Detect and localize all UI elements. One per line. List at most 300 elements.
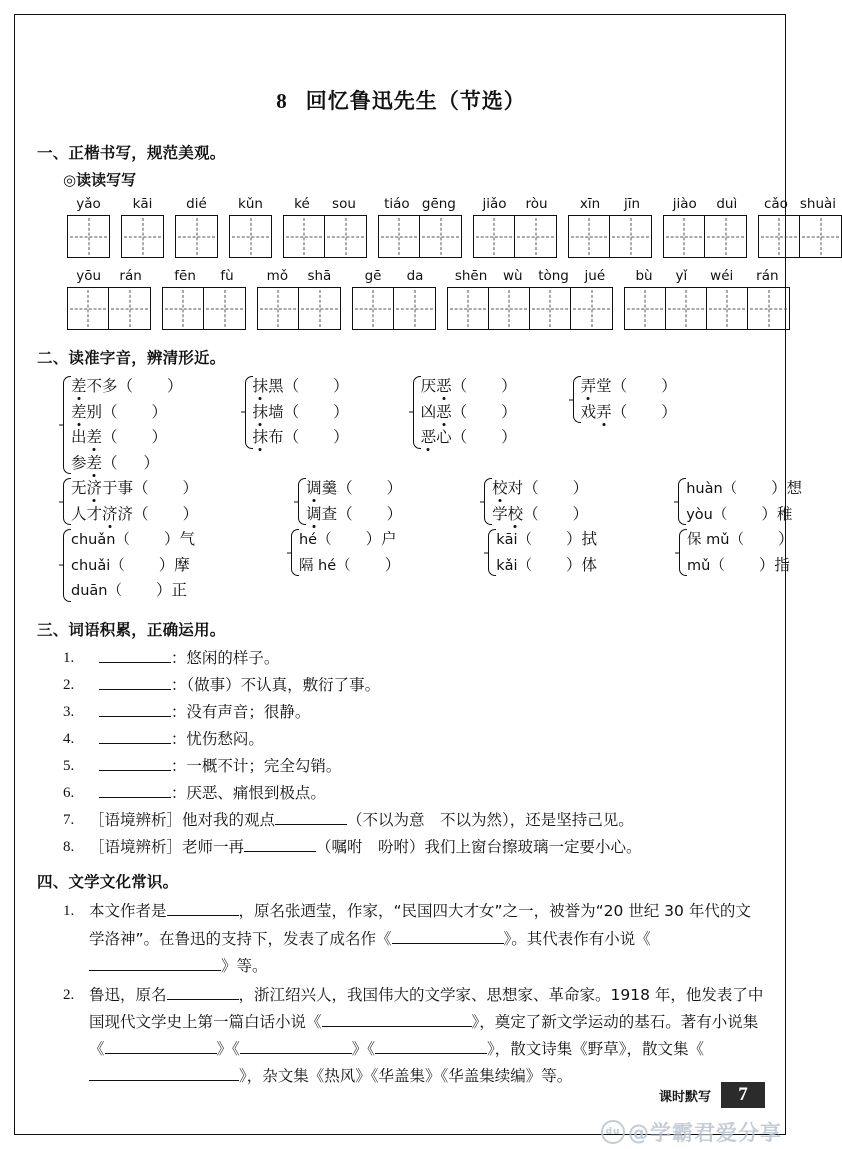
pronunciation-item[interactable] bbox=[71, 425, 183, 451]
tianzige-boxes[interactable] bbox=[568, 215, 652, 258]
text-fragment: 》等。 bbox=[221, 956, 268, 975]
text-fragment: 》。其代表作有小说《 bbox=[503, 929, 651, 948]
pinyin-syllable: gē bbox=[364, 268, 382, 284]
writing-word-block[interactable] bbox=[67, 196, 110, 258]
brace-group bbox=[674, 476, 802, 527]
pronunciation-item[interactable] bbox=[492, 502, 588, 528]
tianzige-cell[interactable] bbox=[163, 288, 204, 329]
character: 才 bbox=[86, 504, 103, 523]
pronunciation-item[interactable] bbox=[492, 476, 588, 502]
dotted-character: 调 bbox=[306, 504, 322, 523]
tianzige-cell[interactable] bbox=[379, 216, 420, 257]
list-item bbox=[63, 982, 765, 1091]
tianzige-cell[interactable] bbox=[707, 288, 748, 329]
list-item bbox=[63, 727, 765, 752]
pronunciation-item[interactable] bbox=[421, 425, 517, 451]
tianzige-cell[interactable] bbox=[571, 288, 612, 329]
tianzige-cell[interactable] bbox=[68, 288, 109, 329]
pinyin-syllable: kǔn bbox=[238, 196, 263, 212]
tianzige-cell[interactable] bbox=[515, 216, 556, 257]
answer-blank[interactable] bbox=[167, 900, 239, 917]
pronunciation-item[interactable] bbox=[71, 578, 195, 604]
watermark-text: @学霸君爱分享 bbox=[628, 1121, 782, 1145]
tianzige-cell[interactable] bbox=[68, 216, 109, 257]
pinyin-syllable: jué bbox=[584, 268, 606, 284]
pinyin-prompt: yòu（ bbox=[686, 506, 728, 523]
spacer bbox=[89, 784, 99, 802]
pinyin-line bbox=[568, 196, 652, 212]
writing-word-block[interactable] bbox=[447, 268, 613, 330]
tianzige-boxes[interactable] bbox=[352, 287, 436, 330]
tianzige-cell[interactable] bbox=[325, 216, 366, 257]
brace-items bbox=[253, 374, 349, 451]
item-body bbox=[89, 727, 765, 752]
item-close-paren: ） bbox=[661, 402, 677, 421]
item-number: 3. bbox=[63, 703, 75, 720]
item-suffix: 济（ bbox=[117, 504, 149, 523]
pronunciation-row bbox=[59, 476, 803, 527]
pinyin-line bbox=[663, 196, 747, 212]
dotted-character: 济 bbox=[102, 504, 118, 523]
dotted-character: 差 bbox=[71, 402, 87, 421]
tianzige-cell[interactable] bbox=[800, 216, 841, 257]
answer-blank[interactable] bbox=[322, 1010, 472, 1027]
writing-word-block[interactable] bbox=[121, 196, 164, 258]
vocabulary-question-list bbox=[63, 646, 765, 861]
item-close-paren: ） bbox=[572, 504, 589, 523]
writing-word-block[interactable] bbox=[352, 268, 436, 330]
item-suffix: （ bbox=[611, 402, 628, 421]
pinyin-line bbox=[121, 196, 164, 212]
writing-word-block[interactable] bbox=[257, 268, 341, 330]
list-item bbox=[63, 754, 765, 779]
writing-word-block[interactable] bbox=[568, 196, 652, 258]
text-fragment: （嘱咐 吩咐）我们上窗台擦玻璃一定要小心。 bbox=[316, 838, 642, 857]
item-close-paren: ） bbox=[386, 479, 403, 497]
curly-brace-icon bbox=[484, 527, 496, 578]
character: 戏 bbox=[580, 402, 597, 421]
pinyin-prompt: mǔ（ bbox=[687, 557, 725, 574]
pinyin-syllable: rán bbox=[119, 268, 142, 284]
item-body bbox=[89, 646, 765, 671]
pinyin-line bbox=[67, 268, 151, 284]
tianzige-cell[interactable] bbox=[230, 216, 271, 257]
tianzige-cell[interactable] bbox=[394, 288, 435, 329]
tianzige-boxes[interactable] bbox=[378, 215, 462, 258]
item-close-paren: ） bbox=[333, 402, 349, 421]
brace-items bbox=[299, 527, 400, 578]
pinyin-line bbox=[473, 196, 557, 212]
dotted-character: 差 bbox=[86, 453, 103, 472]
brace-group bbox=[480, 476, 588, 527]
pinyin-syllable: gēng bbox=[421, 196, 456, 212]
pronunciation-item[interactable] bbox=[253, 425, 349, 451]
pronunciation-item[interactable] bbox=[71, 502, 198, 528]
dotted-character: 校 bbox=[507, 504, 524, 523]
pronunciation-item[interactable] bbox=[71, 476, 198, 502]
list-item bbox=[63, 808, 765, 833]
dotted-character: 差 bbox=[86, 428, 103, 446]
tianzige-cell[interactable] bbox=[759, 216, 800, 257]
item-suffix: ）气 bbox=[163, 530, 195, 548]
item-suffix: ）稚 bbox=[761, 504, 793, 523]
pronunciation-item[interactable] bbox=[299, 527, 400, 553]
pronunciation-item[interactable] bbox=[421, 400, 517, 426]
brace-group bbox=[569, 374, 677, 425]
brace-group bbox=[294, 476, 402, 527]
writing-word-block[interactable] bbox=[283, 196, 367, 258]
pinyin-syllable: kāi bbox=[132, 196, 153, 212]
dotted-character: 恶 bbox=[436, 377, 452, 395]
section-1-subheading: ◎读读写写 bbox=[63, 171, 137, 189]
list-item bbox=[63, 700, 765, 725]
tianzige-cell[interactable] bbox=[625, 288, 666, 329]
pronunciation-item[interactable] bbox=[299, 553, 400, 579]
lesson-title: 回忆鲁迅先生（节选） bbox=[305, 89, 526, 113]
text-fragment: 本文作者是 bbox=[89, 902, 167, 921]
pronunciation-item[interactable] bbox=[496, 527, 597, 553]
item-body bbox=[89, 808, 765, 833]
dotted-character: 抹 bbox=[252, 428, 269, 446]
character: 学 bbox=[492, 504, 508, 523]
brace-items bbox=[71, 476, 198, 527]
pronunciation-item[interactable] bbox=[253, 400, 349, 426]
pinyin-line bbox=[447, 268, 613, 284]
pinyin-syllable: jiào bbox=[672, 196, 697, 212]
spacer bbox=[89, 730, 99, 748]
pinyin-syllable: cǎo bbox=[763, 196, 788, 212]
grid-row bbox=[67, 196, 837, 258]
item-close-paren: ） bbox=[151, 428, 168, 446]
pinyin-syllable: shuài bbox=[799, 196, 837, 212]
tianzige-boxes[interactable] bbox=[473, 215, 557, 258]
answer-blank[interactable] bbox=[375, 1038, 487, 1055]
writing-word-block[interactable] bbox=[378, 196, 462, 258]
answer-blank[interactable] bbox=[392, 927, 504, 944]
tianzige-cell[interactable] bbox=[489, 288, 530, 329]
item-body bbox=[89, 835, 765, 860]
pronunciation-item[interactable] bbox=[496, 553, 597, 579]
item-suffix: 对（ bbox=[507, 479, 539, 497]
pinyin-syllable: jīn bbox=[624, 196, 641, 212]
curly-brace-icon bbox=[569, 374, 581, 425]
character: 厌 bbox=[420, 377, 437, 395]
item-body bbox=[89, 700, 765, 725]
pronunciation-item[interactable] bbox=[71, 400, 183, 426]
text-fragment: 》《 bbox=[351, 1040, 376, 1058]
tianzige-cell[interactable] bbox=[299, 288, 340, 329]
pronunciation-item[interactable] bbox=[71, 527, 195, 553]
answer-blank[interactable] bbox=[89, 1065, 239, 1082]
tianzige-cell[interactable] bbox=[109, 288, 150, 329]
brace-items bbox=[581, 374, 677, 425]
character: 出 bbox=[71, 428, 87, 446]
character: 人 bbox=[71, 504, 87, 523]
tianzige-cell[interactable] bbox=[748, 288, 789, 329]
tianzige-cell[interactable] bbox=[122, 216, 163, 257]
pronunciation-item[interactable] bbox=[687, 527, 793, 553]
item-close-paren: ） bbox=[333, 428, 349, 446]
dotted-character: 弄 bbox=[580, 377, 597, 395]
text-fragment: 》《 bbox=[216, 1040, 240, 1058]
tianzige-cell[interactable] bbox=[176, 216, 217, 257]
answer-blank[interactable] bbox=[105, 1038, 217, 1055]
pinyin-prompt: chuǎn（ bbox=[71, 532, 130, 548]
page-number: 7 bbox=[721, 1082, 765, 1108]
tianzige-boxes[interactable] bbox=[758, 215, 842, 258]
item-suffix: （ bbox=[102, 453, 118, 472]
pinyin-prompt: 保 mǔ（ bbox=[687, 532, 744, 548]
item-close-paren: ） bbox=[182, 479, 199, 497]
pinyin-prompt: 隔 hé（ bbox=[298, 557, 351, 574]
tianzige-boxes[interactable] bbox=[67, 287, 151, 330]
tianzige-cell[interactable] bbox=[353, 288, 394, 329]
character: 凶 bbox=[420, 402, 437, 421]
item-close-paren: ） bbox=[333, 377, 349, 395]
answer-blank[interactable] bbox=[275, 809, 347, 826]
pronunciation-item[interactable] bbox=[686, 502, 802, 528]
item-close-paren: ） bbox=[182, 504, 199, 523]
pinyin-line bbox=[352, 268, 436, 284]
pronunciation-item[interactable] bbox=[581, 374, 677, 400]
brace-items bbox=[686, 476, 802, 527]
text-fragment: 鲁迅，原名 bbox=[89, 985, 167, 1004]
section-2-heading: 二、读准字音，辨清形近。 bbox=[37, 349, 226, 367]
list-item bbox=[63, 835, 765, 860]
item-body bbox=[89, 673, 765, 698]
item-suffix: （ bbox=[523, 504, 539, 523]
pinyin-syllable: da bbox=[406, 268, 424, 284]
tianzige-boxes[interactable] bbox=[447, 287, 613, 330]
list-item bbox=[63, 898, 765, 979]
pronunciation-item[interactable] bbox=[686, 476, 802, 502]
text-fragment: ：悠闲的样子。 bbox=[170, 648, 280, 667]
writing-word-block[interactable] bbox=[229, 196, 272, 258]
literary-knowledge-list bbox=[63, 898, 765, 1090]
answer-blank[interactable] bbox=[167, 983, 239, 1000]
tianzige-cell[interactable] bbox=[420, 216, 461, 257]
character: 无 bbox=[71, 479, 87, 497]
pinyin-prompt: kāi（ bbox=[496, 532, 533, 548]
pinyin-prompt: huàn（ bbox=[686, 481, 738, 497]
item-number: 6. bbox=[63, 785, 75, 802]
dotted-character: 差 bbox=[71, 377, 87, 395]
text-fragment: 》，杂文集《热风》《华盖集》《华盖集续编》等。 bbox=[239, 1067, 573, 1086]
item-number: 1. bbox=[63, 649, 75, 666]
pronunciation-item[interactable] bbox=[306, 476, 402, 502]
tianzige-cell[interactable] bbox=[666, 288, 707, 329]
dotted-character: 校 bbox=[492, 479, 508, 497]
brace-items bbox=[496, 527, 597, 578]
item-suffix: 于事（ bbox=[102, 479, 149, 497]
pronunciation-row bbox=[59, 374, 765, 476]
section-3-heading: 三、词语积累，正确运用。 bbox=[37, 620, 226, 639]
pinyin-syllable: rán bbox=[756, 268, 779, 284]
dotted-character: 济 bbox=[86, 479, 103, 497]
answer-blank[interactable] bbox=[99, 673, 171, 690]
brace-group bbox=[484, 527, 597, 578]
curly-brace-icon bbox=[59, 527, 71, 604]
tianzige-cell[interactable] bbox=[204, 288, 245, 329]
spacer bbox=[89, 703, 99, 721]
pronunciation-groups bbox=[59, 374, 803, 604]
item-number: 1. bbox=[63, 903, 75, 920]
item-suffix: ） bbox=[777, 530, 794, 548]
tianzige-boxes[interactable] bbox=[162, 287, 246, 330]
tianzige-boxes[interactable] bbox=[67, 215, 110, 258]
pinyin-syllable: yǎo bbox=[76, 196, 101, 212]
pinyin-syllable: tòng bbox=[538, 268, 569, 284]
text-fragment: ［语境辨析］老师一再 bbox=[89, 838, 245, 857]
writing-word-block[interactable] bbox=[175, 196, 218, 258]
answer-blank[interactable] bbox=[244, 836, 316, 853]
dotted-character: 抹 bbox=[252, 402, 269, 421]
brace-group bbox=[59, 476, 198, 527]
answer-blank[interactable] bbox=[99, 782, 171, 799]
tianzige-cell[interactable] bbox=[530, 288, 571, 329]
tianzige-boxes[interactable] bbox=[175, 215, 218, 258]
pronunciation-item[interactable] bbox=[71, 451, 183, 477]
item-suffix: 布（ bbox=[268, 428, 300, 446]
answer-blank[interactable] bbox=[240, 1038, 352, 1055]
text-fragment: ［语境辨析］他对我的观点 bbox=[89, 811, 276, 830]
pinyin-syllable: shā bbox=[307, 268, 332, 284]
pinyin-prompt: duān（ bbox=[71, 583, 122, 599]
answer-blank[interactable] bbox=[99, 700, 171, 717]
pronunciation-item[interactable] bbox=[421, 374, 517, 400]
curly-brace-icon bbox=[59, 374, 71, 476]
tianzige-boxes[interactable] bbox=[257, 287, 341, 330]
curly-brace-icon bbox=[241, 374, 253, 451]
writing-word-block[interactable] bbox=[758, 196, 842, 258]
dotted-character: 抹 bbox=[252, 377, 269, 395]
tianzige-cell[interactable] bbox=[448, 288, 489, 329]
pinyin-syllable: ké bbox=[294, 196, 310, 212]
item-close-paren: ） bbox=[501, 428, 517, 446]
brace-items bbox=[492, 476, 588, 527]
item-number: 2. bbox=[63, 676, 75, 693]
pinyin-syllable: duì bbox=[716, 196, 738, 212]
item-body bbox=[89, 754, 765, 779]
dotted-character: 恶 bbox=[436, 402, 452, 421]
item-number: 2. bbox=[63, 986, 75, 1003]
tianzige-cell[interactable] bbox=[664, 216, 705, 257]
text-fragment: ：一概不计；完全勾销。 bbox=[170, 756, 342, 775]
writing-word-block[interactable] bbox=[67, 268, 151, 330]
brace-group bbox=[59, 527, 195, 604]
answer-blank[interactable] bbox=[99, 727, 171, 744]
pronunciation-item[interactable] bbox=[71, 553, 195, 579]
brace-items bbox=[687, 527, 793, 578]
item-number: 7. bbox=[63, 812, 75, 829]
pronunciation-item[interactable] bbox=[581, 400, 677, 426]
pinyin-syllable: yǐ bbox=[675, 268, 688, 284]
item-body bbox=[89, 781, 765, 806]
curly-brace-icon bbox=[59, 476, 71, 527]
pinyin-syllable: ròu bbox=[525, 196, 548, 212]
pronunciation-item[interactable] bbox=[253, 374, 349, 400]
answer-blank[interactable] bbox=[89, 954, 221, 971]
pinyin-syllable: jiǎo bbox=[482, 196, 507, 212]
tianzige-cell[interactable] bbox=[474, 216, 515, 257]
pinyin-syllable: fù bbox=[220, 268, 234, 284]
brace-items bbox=[306, 476, 402, 527]
item-suffix: ）想 bbox=[771, 479, 803, 497]
writing-word-block[interactable] bbox=[663, 196, 747, 258]
tianzige-boxes[interactable] bbox=[663, 215, 747, 258]
pinyin-prompt: chuǎi（ bbox=[71, 557, 125, 574]
spacer bbox=[89, 676, 99, 694]
item-close-paren: ） bbox=[501, 402, 517, 421]
grid-row bbox=[67, 268, 779, 330]
pinyin-line bbox=[758, 196, 842, 212]
tianzige-cell[interactable] bbox=[284, 216, 325, 257]
writing-word-block[interactable] bbox=[624, 268, 790, 330]
pronunciation-row bbox=[59, 527, 794, 604]
tianzige-boxes[interactable] bbox=[121, 215, 164, 258]
brace-group bbox=[59, 374, 183, 476]
text-fragment: ：（做事）不认真，敷衍了事。 bbox=[170, 675, 381, 694]
writing-word-block[interactable] bbox=[162, 268, 246, 330]
curly-brace-icon bbox=[674, 476, 686, 527]
pinyin-line bbox=[229, 196, 272, 212]
item-suffix: 心（ bbox=[436, 428, 468, 446]
text-fragment: ：没有声音；很静。 bbox=[170, 702, 311, 721]
item-close-paren: ） bbox=[151, 402, 168, 421]
tianzige-cell[interactable] bbox=[705, 216, 746, 257]
brace-group bbox=[675, 527, 793, 578]
section-4-heading: 四、文学文化常识。 bbox=[37, 873, 179, 892]
answer-blank[interactable] bbox=[99, 754, 171, 771]
pinyin-syllable: wù bbox=[502, 268, 523, 284]
tianzige-boxes[interactable] bbox=[624, 287, 790, 330]
item-suffix: ）户 bbox=[365, 530, 397, 548]
pinyin-syllable: xīn bbox=[579, 196, 601, 212]
brace-group bbox=[287, 527, 400, 578]
item-suffix: 堂（ bbox=[596, 377, 628, 395]
tianzige-cell[interactable] bbox=[569, 216, 610, 257]
curly-brace-icon bbox=[480, 476, 492, 527]
item-suffix: （ bbox=[102, 428, 118, 446]
spacer bbox=[89, 649, 99, 667]
pronunciation-item[interactable] bbox=[687, 553, 793, 579]
text-fragment: ，原名张迺莹，作家，“民国四大才女”之一，被誉为“20 世纪 30 年代的文学洛神”。在鲁迅的支持下，发表了成名作《 bbox=[89, 902, 751, 948]
dotted-character: 恶 bbox=[420, 428, 437, 446]
item-suffix: ）体 bbox=[566, 555, 598, 574]
writing-word-block[interactable] bbox=[473, 196, 557, 258]
item-suffix: ）正 bbox=[155, 581, 187, 599]
tianzige-boxes[interactable] bbox=[283, 215, 367, 258]
item-close-paren: ） bbox=[143, 453, 160, 472]
item-suffix: ）拭 bbox=[566, 530, 598, 548]
character: 参 bbox=[71, 453, 87, 472]
pronunciation-item[interactable] bbox=[306, 502, 402, 528]
text-fragment: （不以为意 不以为然），还是坚持己见。 bbox=[347, 811, 634, 830]
item-close-paren: ） bbox=[572, 479, 589, 497]
answer-blank[interactable] bbox=[99, 646, 171, 663]
item-suffix: （ bbox=[451, 377, 468, 395]
pronunciation-item[interactable] bbox=[71, 374, 183, 400]
pinyin-syllable: tiáo bbox=[384, 196, 410, 212]
page-footer bbox=[649, 1082, 765, 1108]
item-suffix: ） bbox=[384, 555, 401, 574]
tianzige-boxes[interactable] bbox=[229, 215, 272, 258]
pinyin-line bbox=[283, 196, 367, 212]
tianzige-cell[interactable] bbox=[258, 288, 299, 329]
item-suffix: ）摩 bbox=[158, 555, 190, 574]
section-1-heading: 一、正楷书写，规范美观。 bbox=[37, 144, 226, 162]
tianzige-cell[interactable] bbox=[610, 216, 651, 257]
